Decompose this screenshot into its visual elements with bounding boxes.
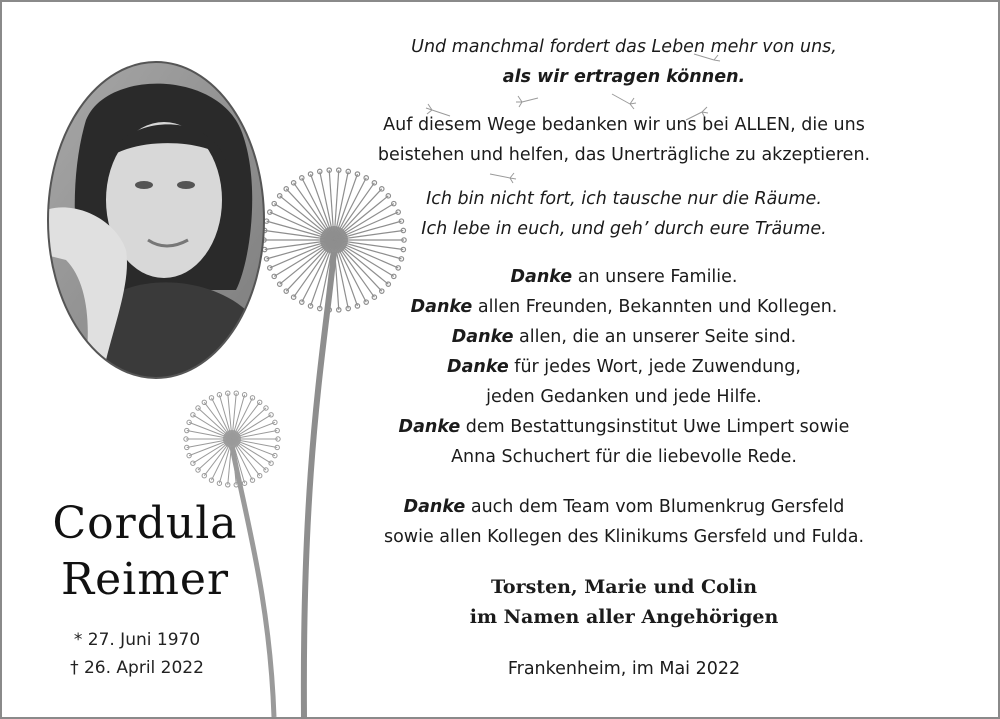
thanks-word: Danke — [398, 417, 461, 437]
intro-block — [324, 110, 924, 170]
thanks-line: jeden Gedanken und jede Hilfe. — [486, 387, 762, 407]
thanks-word: Danke — [403, 497, 466, 517]
quote-block — [324, 32, 924, 92]
birth-date: * 27. Juni 1970 — [73, 630, 201, 650]
quote-line: Und manchmal fordert das Leben mehr von uns, — [411, 37, 837, 57]
thanks-block — [324, 262, 924, 472]
thanks-line — [324, 292, 924, 322]
thanks-word: Danke — [447, 357, 509, 377]
thanks-word: Danke — [410, 297, 473, 317]
thanks-text: für jedes Wort, jede Zuwendung, — [508, 357, 801, 377]
thanks-line — [324, 322, 924, 352]
thanks-text: an unsere Familie. — [572, 267, 738, 287]
poem-line: Ich lebe in euch, und geh’ durch eure Träume. — [421, 219, 827, 239]
thanks-line: Anna Schuchert für die liebevolle Rede. — [451, 447, 797, 467]
thanks-line — [324, 352, 924, 382]
thanks-line — [324, 262, 924, 292]
thanks-line: sowie allen Kollegen des Klinikums Gersfeld und Fulda. — [383, 527, 865, 547]
signature-line: Torsten, Marie und Colin — [490, 576, 758, 598]
intro-line: Auf diesem Wege bedanken wir uns bei ALLEN, die uns — [383, 115, 865, 135]
thanks-word: Danke — [510, 267, 573, 287]
thanks-line — [324, 492, 924, 522]
thanks-line — [324, 412, 924, 442]
thanks-text: allen, die an unserer Seite sind. — [513, 327, 797, 347]
thanks-word: Danke — [451, 327, 514, 347]
thanks-text: dem Bestattungsinstitut Uwe Limpert sowie — [460, 417, 850, 437]
poem-line: Ich bin nicht fort, ich tausche nur die Räume. — [426, 189, 822, 209]
death-date: † 26. April 2022 — [70, 658, 204, 678]
quote-line: als wir ertragen können. — [502, 67, 746, 87]
signature-block — [324, 572, 924, 632]
signature-line: im Namen aller Angehörigen — [469, 606, 779, 628]
thanks-text: allen Freunden, Bekannten und Kollegen. — [472, 297, 838, 317]
first-name: Cordula — [52, 498, 238, 549]
poem-block — [324, 184, 924, 244]
intro-line: beistehen und helfen, das Unerträgliche zu akzeptieren. — [377, 145, 871, 165]
thanks-text: auch dem Team vom Blumenkrug Gersfeld — [465, 497, 845, 517]
thanks-team-block — [324, 492, 924, 552]
portrait-photo — [46, 60, 266, 380]
place-date: Frankenheim, im Mai 2022 — [507, 659, 741, 679]
last-name: Reimer — [60, 554, 230, 605]
